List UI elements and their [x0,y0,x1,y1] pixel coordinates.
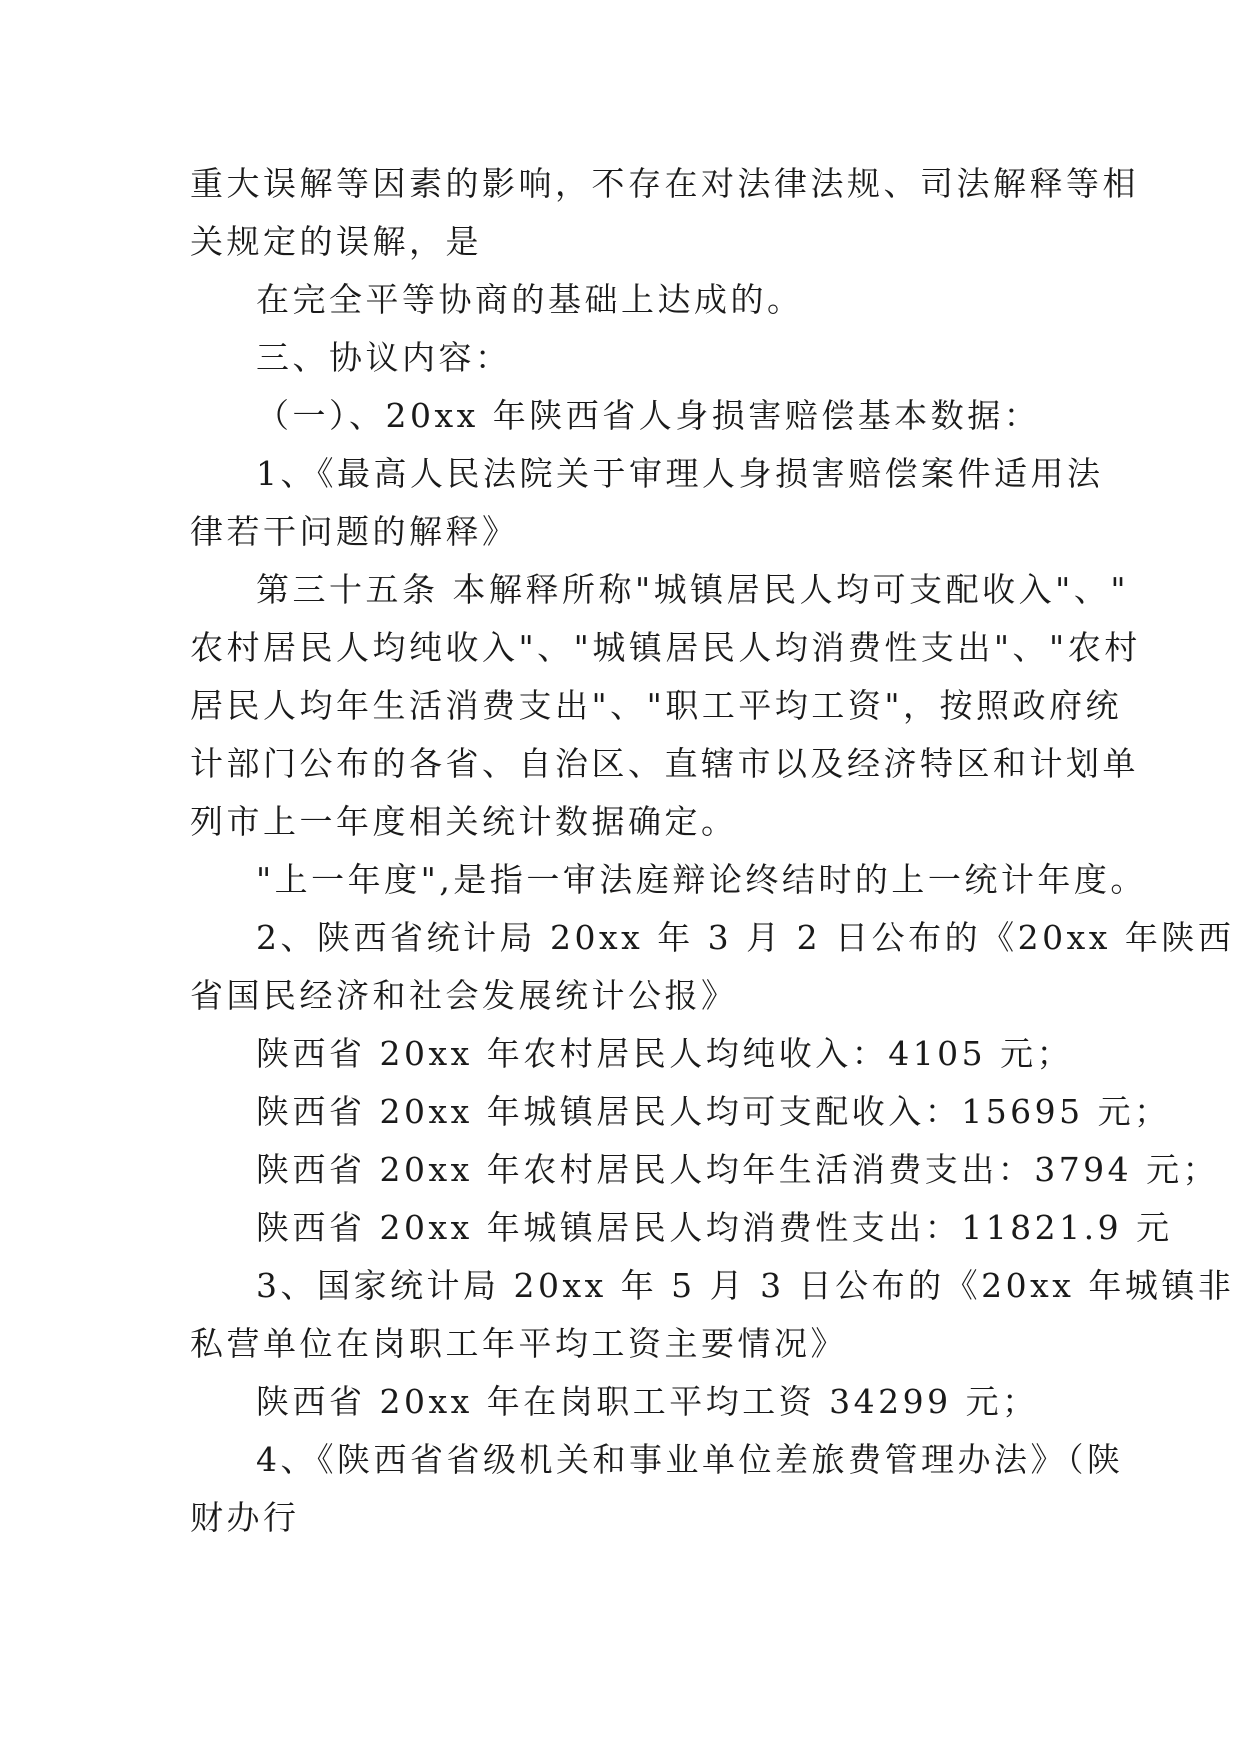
text-line: 3、国家统计局 20xx 年 5 月 3 日公布的《20xx 年城镇非 [256,1266,1235,1305]
data-line: 陕西省 20xx 年农村居民人均年生活消费支出：3794 元； [256,1150,1220,1189]
data-line: 陕西省 20xx 年城镇居民人均可支配收入：15695 元； [256,1092,1171,1131]
text-line: 省国民经济和社会发展统计公报》 [190,976,738,1015]
text-line: 重大误解等因素的影响，不存在对法律法规、司法解释等相 [190,164,1139,203]
text-line: 计部门公布的各省、自治区、直辖市以及经济特区和计划单 [190,744,1139,783]
text-line: 第三十五条 本解释所称"城镇居民人均可支配收入"、" [256,570,1130,609]
text-line: 在完全平等协商的基础上达成的。 [256,280,804,319]
text-line: 私营单位在岗职工年平均工资主要情况》 [190,1324,847,1363]
text-line: 4、《陕西省省级机关和事业单位差旅费管理办法》（陕 [256,1440,1124,1479]
text-line: 律若干问题的解释》 [190,512,519,551]
text-line: 财办行 [190,1498,300,1537]
section-heading: 三、协议内容： [256,338,512,377]
text-line: "上一年度",是指一审法庭辩论终结时的上一统计年度。 [256,860,1147,899]
subsection-heading: （一）、20xx 年陕西省人身损害赔偿基本数据： [256,396,1041,435]
text-line: 列市上一年度相关统计数据确定。 [190,802,738,841]
text-line: 2、陕西省统计局 20xx 年 3 月 2 日公布的《20xx 年陕西 [256,918,1235,957]
data-line: 陕西省 20xx 年城镇居民人均消费性支出：11821.9 元 [256,1208,1173,1247]
text-line: 农村居民人均纯收入"、"城镇居民人均消费性支出"、"农村 [190,628,1141,667]
text-line: 居民人均年生活消费支出"、"职工平均工资"，按照政府统 [190,686,1123,725]
data-line: 陕西省 20xx 年农村居民人均纯收入：4105 元； [256,1034,1074,1073]
document-body [190,155,1235,1547]
text-line: 1、《最高人民法院关于审理人身损害赔偿案件适用法 [256,454,1104,493]
text-line: 关规定的误解，是 [190,222,482,261]
data-line: 陕西省 20xx 年在岗职工平均工资 34299 元； [256,1382,1039,1421]
